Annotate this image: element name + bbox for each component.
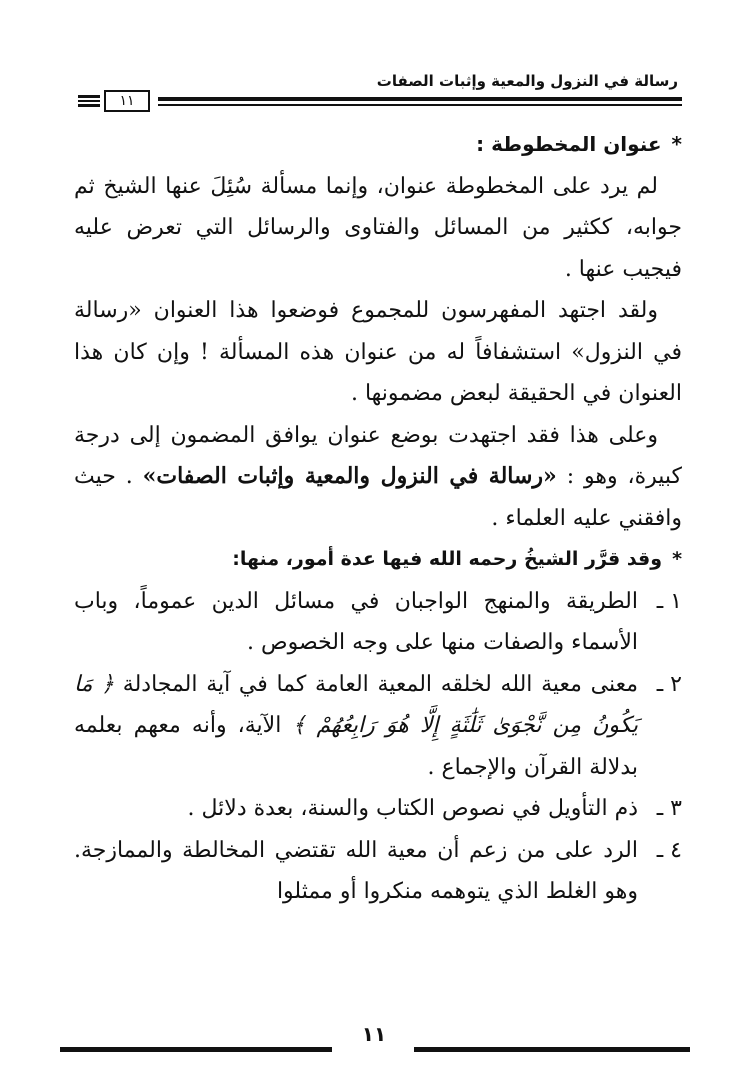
subheading-text: وقد قرَّر الشيخُ رحمه الله فيها عدة أمور، منها: [232,548,663,570]
list-item-number: ٢ ـ [656,671,682,697]
paragraph-2: ولقد اجتهد المفهرسون للمجموع فوضعوا هذا العنوان «رسالة في النزول» استشفافاً له من عنوان هذه المسألة ! وإن كان هذا العنوان في الحقيقة لبعض مضمونها . [74,298,682,406]
list-item-text-end: الآية، وأنه معهم بعلمه بدلالة القرآن والإجماع . [74,713,638,780]
paragraph-1: لم يرد على المخطوطة عنوان، وإنما مسألة سُئِلَ عنها الشيخ ثم جوابه، ككثير من المسائل والفتاوى والرسائل التي تعرض عليه فيجيب عنها . [74,173,682,282]
subheading [74,539,682,581]
header-ornament [78,95,100,107]
list-item-text: الرد على من زعم أن معية الله تقتضي المخالطة والممازجة. وهو الغلط الذي يتوهمه منكروا أو ممثلوا [74,837,638,904]
list-item-number: ١ ـ [656,588,682,614]
proposed-title: «رسالة في النزول والمعية وإثبات الصفات» [142,463,557,489]
list-item [74,788,682,830]
list-item-text: الطريقة والمنهج الواجبان في مسائل الدين عموماً، وباب الأسماء والصفات منها على وجه الخصوص . [74,588,638,655]
list-item-text: ذم التأويل في نصوص الكتاب والسنة، بعدة دلائل . [187,796,638,821]
list-item [74,581,682,664]
paragraph-3 [74,415,682,540]
quran-verse: ﴿ مَا يَكُونُ مِن نَّجْوَىٰ ثَلَٰثَةٍ إِلَّا هُوَ رَابِعُهُمْ ﴾ [74,671,638,738]
page-body [74,124,682,913]
header-page-number: ١١ [104,90,150,112]
section-heading [74,124,682,166]
section-heading-text: عنوان المخطوطة : [476,132,662,156]
footer-rule-right [414,1047,690,1052]
footer-rule-left [60,1047,332,1052]
list-item-text: معنى معية الله لخلقه المعية العامة كما في آية المجادلة [114,671,638,697]
running-header-title: رسالة في النزول والمعية وإثبات الصفات [376,72,678,90]
paragraph-3-end: . حيث وافقني عليه العلماء . [74,464,682,531]
footer-page-number: ١١ [361,1022,387,1046]
star-bullet: * [671,132,682,156]
list-item-number: ٣ ـ [656,796,682,821]
list-item [74,664,682,789]
header-rule [158,97,682,106]
paragraph-3-start: وعلى هذا فقد اجتهدت بوضع عنوان يوافق المضمون إلى درجة كبيرة، وهو : [74,422,682,489]
star-bullet: * [672,548,682,570]
list-item [74,830,682,913]
list-item-number: ٤ ـ [656,837,682,863]
